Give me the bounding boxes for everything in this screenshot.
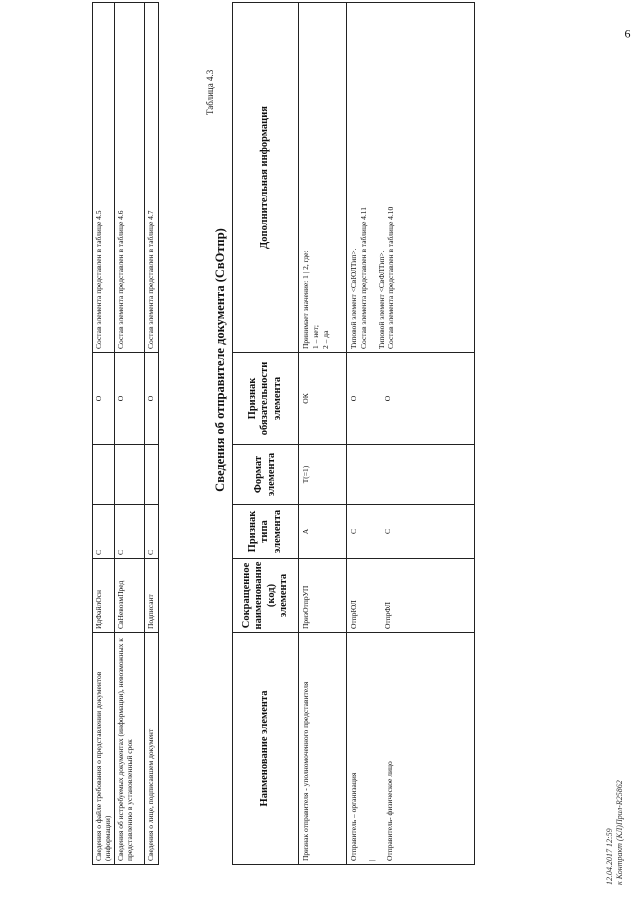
- element-code: ОтпрЮЛ: [349, 600, 358, 629]
- header-format: Формат элемента: [233, 445, 299, 505]
- header-type: Признак типа элемента: [233, 505, 299, 559]
- header-name: Наименование элемента: [233, 633, 299, 865]
- element-info-cell: Состав элемента представлен в таблице 4.5: [93, 3, 115, 353]
- element-info-cell: Состав элемента представлен в таблице 4.7: [144, 3, 158, 353]
- table-row: [114, 3, 144, 865]
- header-row: [233, 3, 299, 865]
- element-info-cell: Состав элемента представлен в таблице 4.6: [114, 3, 144, 353]
- element-type-cell: С: [93, 505, 115, 559]
- element-type-cell: С: [144, 505, 158, 559]
- element-info: Типовой элемент <СвФЛТип>. Состав элемента представлен в таблице 4.10: [376, 206, 396, 349]
- choice-marker: |: [366, 859, 376, 861]
- element-name-cell: Признак отправителя - уполномоченного представителя: [299, 633, 347, 865]
- element-required-cell: О: [144, 353, 158, 445]
- header-code: Сокращенное наименование (код) элемента: [233, 559, 299, 633]
- print-stamp: [605, 780, 624, 885]
- element-code-cell: СвНевозмПред: [114, 559, 144, 633]
- table-title: Сведения об отправителе документа (СвОтпр): [213, 228, 227, 492]
- format-cell: [347, 445, 475, 505]
- element-type: С: [382, 529, 392, 535]
- element-required: О: [382, 395, 392, 402]
- header-required: Признак обязательности элемента: [233, 353, 299, 445]
- header-info: Дополнительная информация: [233, 3, 299, 353]
- stamp-date: 12.04.2017 12:59: [605, 828, 614, 885]
- element-name-cell: Сведения о файле требования о представлении документов (информации): [93, 633, 115, 865]
- element-code: ОтпрФЛ: [382, 602, 392, 629]
- element-format-cell: [114, 445, 144, 505]
- page-number: 6: [624, 26, 631, 41]
- sender-table: [232, 2, 475, 865]
- element-name: Отправитель- физическое лицо: [384, 761, 394, 861]
- table-row: [93, 3, 115, 865]
- element-code-cell: ПризОтпрУП: [299, 559, 347, 633]
- element-name: Отправитель – организация: [349, 772, 358, 861]
- element-info-cell: Принимает значение: 1 | 2, где: 1 – нет; 2 – да: [299, 3, 347, 353]
- element-required-cell: О: [114, 353, 144, 445]
- required-cell: [347, 353, 475, 445]
- table-row: [347, 3, 475, 865]
- code-cell: [347, 559, 475, 633]
- element-type-cell: А: [299, 505, 347, 559]
- info-cell: [347, 3, 475, 353]
- element-type: С: [349, 529, 358, 535]
- element-name-cell: Сведения об истребуемых документах (информации), невозможных к представлению в установленный срок: [114, 633, 144, 865]
- table-number: Таблица 4.3: [205, 69, 215, 115]
- continuation-table: [92, 2, 159, 865]
- choice-cell: [347, 633, 475, 865]
- element-code-cell: ИдФайлОсн: [93, 559, 115, 633]
- element-format-cell: [93, 445, 115, 505]
- type-cell: [347, 505, 475, 559]
- element-type-cell: С: [114, 505, 144, 559]
- element-format-cell: T(=1): [299, 445, 347, 505]
- element-info: Типовой элемент <СвЮЛТип>. Состав элемента представлен в таблице 4.11: [349, 206, 368, 349]
- stamp-ref: к Контракт (КЛ)Прил-R25862: [614, 780, 624, 885]
- table-row: [299, 3, 347, 865]
- element-required: О: [349, 395, 358, 402]
- element-required-cell: ОК: [299, 353, 347, 445]
- element-required-cell: О: [93, 353, 115, 445]
- element-code-cell: Подписант: [144, 559, 158, 633]
- element-name-cell: Сведения о лице, подписавшем документ: [144, 633, 158, 865]
- table-row: [144, 3, 158, 865]
- element-format-cell: [144, 445, 158, 505]
